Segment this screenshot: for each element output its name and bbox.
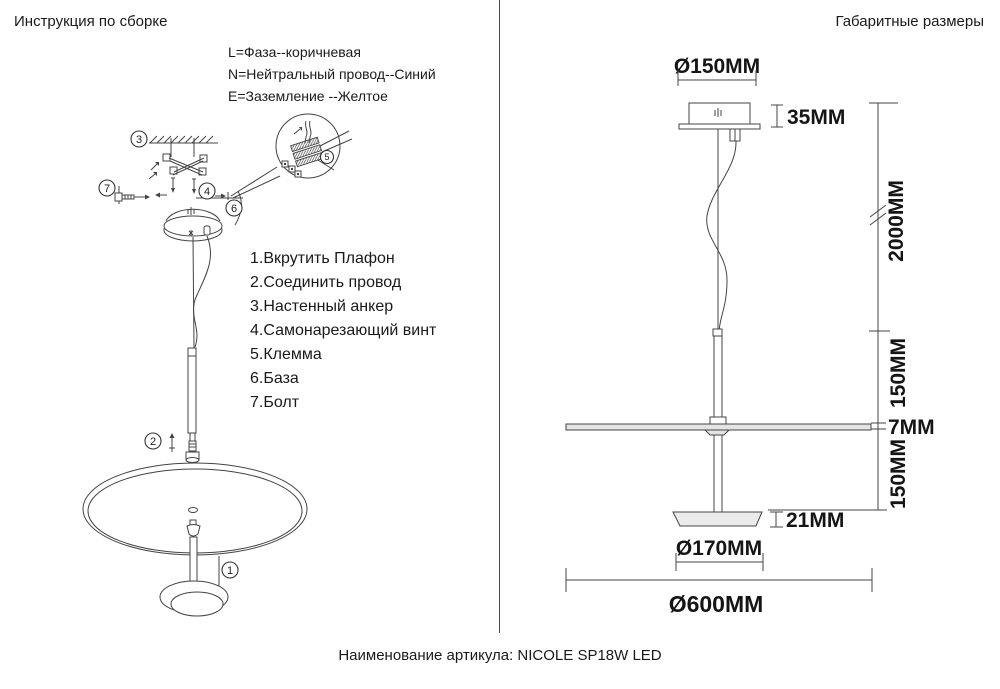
- step-item: 1.Вкрутить Плафон: [250, 250, 395, 267]
- legend-line-ground: E=Заземление --Желтое: [228, 88, 388, 104]
- assembly-diagram: [40, 100, 370, 640]
- assembly-title: Инструкция по сборке: [14, 13, 168, 30]
- upper-rod: [710, 329, 726, 424]
- callout-5-number: 5: [324, 152, 330, 162]
- callout-7-number: 7: [103, 183, 111, 195]
- step-item: 4.Самонарезающий винт: [250, 322, 437, 339]
- canopy-base: [164, 207, 222, 241]
- callout-4: [199, 183, 215, 199]
- lower-rod-and-shade: [673, 435, 762, 526]
- ceiling-hatch: [149, 136, 218, 143]
- upper-rod-length-label: 150MM: [887, 337, 910, 409]
- wire-color-legend: [228, 41, 436, 107]
- terminal-detail-inset: [276, 114, 352, 178]
- step-item: 5.Клемма: [250, 346, 322, 363]
- callout-7: [99, 180, 115, 196]
- dimensions-title: Габаритные размеры: [835, 13, 984, 30]
- step-item: 6.База: [250, 370, 299, 387]
- callout-3-number: 3: [135, 134, 143, 146]
- disc-panel-side-view: [566, 424, 871, 435]
- suspension-cable: [707, 129, 740, 333]
- vertical-dimension-line: [768, 103, 898, 510]
- wall-anchor-bracket: [149, 138, 207, 194]
- step-item: 3.Настенный анкер: [250, 298, 394, 315]
- panel-diameter-dim: [566, 568, 872, 617]
- callout-2-number: 2: [149, 436, 157, 448]
- step-item: 2.Соединить провод: [250, 274, 402, 291]
- callout-1-number: 1: [226, 565, 234, 577]
- canopy-side-view: [679, 103, 760, 129]
- canopy-diameter-label: Ø150MM: [673, 55, 761, 78]
- shade-height-label: 21MM: [786, 509, 845, 532]
- callout-2: [145, 433, 175, 452]
- panel-diameter-label: Ø600MM: [668, 591, 764, 617]
- panel-divider: [499, 0, 500, 633]
- callout-1: [222, 562, 238, 578]
- legend-line-neutral: N=Нейтральный провод--Синий: [228, 66, 436, 82]
- slide-arrows: [155, 192, 228, 200]
- canopy-height-dim: [771, 105, 845, 129]
- shade-diameter-dim: [676, 537, 763, 571]
- lower-rod-length-label: 150MM: [887, 438, 910, 510]
- callout-6-number: 6: [230, 203, 238, 215]
- canopy-height-label: 35MM: [787, 106, 846, 129]
- shade-diameter-label: Ø170MM: [675, 537, 763, 560]
- callout-4-number: 4: [203, 186, 211, 198]
- legend-line-phase: L=Фаза--коричневая: [228, 44, 361, 60]
- suspension-length-label: 2000MM: [885, 180, 908, 262]
- callout-6: [226, 200, 242, 216]
- article-name-caption: Наименование артикула: NICOLE SP18W LED: [338, 647, 662, 664]
- shade-height-dim: [770, 509, 844, 532]
- bolt-part: [115, 186, 150, 204]
- canopy-diameter-dim: [674, 55, 760, 86]
- panel-thickness-label: 7MM: [888, 416, 935, 439]
- callout-3: [131, 131, 147, 147]
- callout-5: [321, 151, 334, 164]
- step-item: 7.Болт: [250, 394, 300, 411]
- dimensions-diagram: [540, 40, 1000, 650]
- suspension-wire-and-rod: [186, 236, 211, 463]
